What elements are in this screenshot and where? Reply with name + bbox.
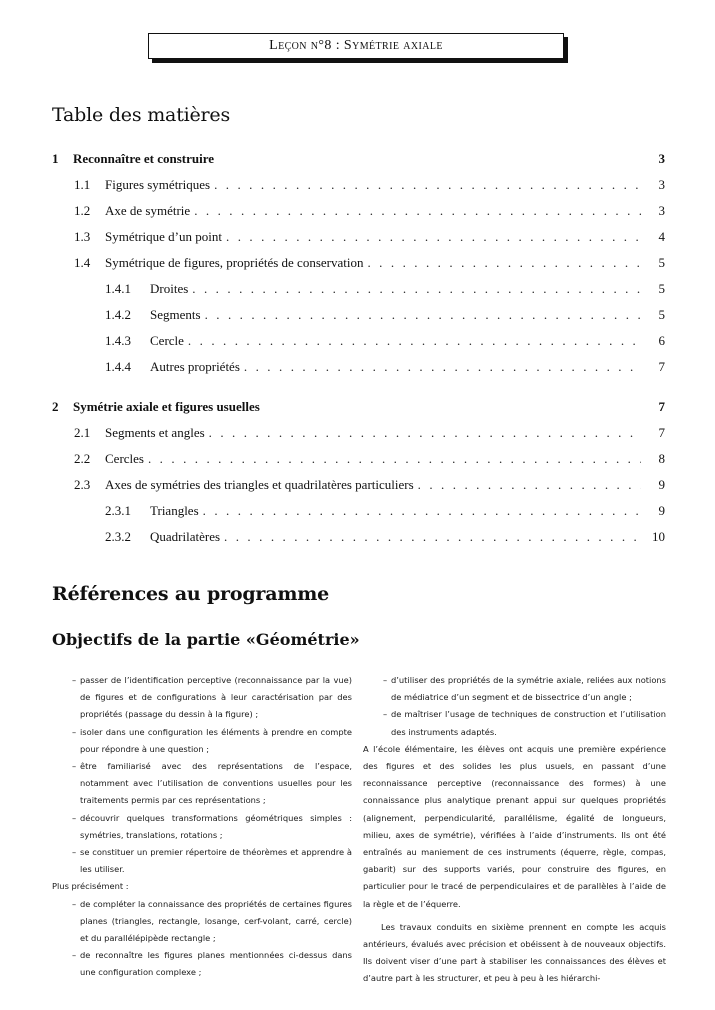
toc-entry[interactable] (52, 450, 665, 468)
lesson-title-box (148, 33, 564, 59)
toc-entry-title: Reconnaître et construire (73, 151, 215, 166)
objectives-list (52, 672, 352, 878)
toc-entry-title: Autres propriétés (150, 359, 240, 374)
list-item: – découvrir quelques transformations géométriques simples : symétries, translations, rotations ; (52, 810, 352, 844)
toc-entry-page: 7 (658, 359, 665, 374)
toc-leader-dots (214, 176, 641, 194)
toc-entry-page: 3 (658, 151, 665, 166)
toc-entry-page: 5 (658, 255, 665, 270)
toc-entry[interactable] (52, 398, 665, 416)
list-item: – passer de l’identification perceptive (reconnaissance par la vue) de figures et de configurations à leur caractérisation par des propriétés (passage du dessin à la figure) ; (52, 672, 352, 724)
toc-entry-page: 5 (658, 281, 665, 296)
toc-leader-dots (224, 528, 641, 546)
toc-entry-page: 6 (658, 333, 665, 348)
objectives-subheading: Objectifs de la partie «Géométrie» (52, 630, 360, 649)
precise-objectives-list-continued (363, 672, 666, 741)
toc-leader-dots (205, 306, 641, 324)
lesson-title: Leçon n°8 : Symétrie axiale (269, 38, 443, 53)
toc-entry-page: 7 (658, 425, 665, 440)
toc-leader-dots (209, 424, 641, 442)
toc-entry-title: Quadrilatères (150, 529, 221, 544)
toc-heading: Table des matières (52, 104, 231, 126)
list-item: – de compléter la connaissance des propriétés de certaines figures planes (triangles, rectangle, losange, cerf-volant, carré, cercle) et du parallélépipède rectangle ; (52, 896, 352, 948)
toc-entry[interactable] (52, 424, 665, 442)
toc-entry-number: 1.4 (74, 255, 91, 270)
toc-entry-title: Symétrique de figures, propriétés de conservation (105, 255, 364, 270)
toc-entry[interactable] (52, 306, 665, 324)
list-item: – de reconnaître les figures planes mentionnées ci-dessus dans une configuration complexe ; (52, 947, 352, 981)
toc-entry[interactable] (52, 528, 665, 546)
precisely-label: Plus précisément : (52, 881, 129, 892)
toc-entry-page: 3 (658, 177, 665, 192)
toc-entry[interactable] (52, 228, 665, 246)
toc-entry-number: 2.2 (74, 451, 91, 466)
toc-entry-title: Symétrique d’un point (105, 229, 222, 244)
toc-leader-dots (226, 228, 641, 246)
toc-entry-title: Segments (150, 307, 201, 322)
toc-entry-title: Figures symétriques (105, 177, 211, 192)
toc-entry-title: Cercle (150, 333, 184, 348)
toc-leader-dots (244, 358, 641, 376)
toc-entry-number: 2.1 (74, 425, 91, 440)
toc-entry-number: 2.3.2 (105, 529, 131, 544)
toc-entry[interactable] (52, 332, 665, 350)
toc-entry-page: 9 (658, 477, 665, 492)
toc-entry-page: 4 (658, 229, 665, 244)
toc-entry-title: Cercles (105, 451, 144, 466)
toc-entry-number: 1 (52, 151, 59, 166)
toc-entry-page: 8 (658, 451, 665, 466)
toc-entry-title: Axe de symétrie (105, 203, 191, 218)
toc-entry[interactable] (52, 254, 665, 272)
toc-entry-number: 1.2 (74, 203, 91, 218)
toc-entry[interactable] (52, 358, 665, 376)
list-item: – isoler dans une configuration les éléments à prendre en compte pour répondre à une question ; (52, 724, 352, 758)
toc-leader-dots (203, 502, 641, 520)
toc-leader-dots (192, 280, 641, 298)
toc-entry-number: 2 (52, 399, 59, 414)
toc-entry[interactable] (52, 150, 665, 168)
objectives-left-column (52, 672, 352, 982)
list-item: – de maîtriser l’usage de techniques de construction et l’utilisation des instruments adaptés. (363, 706, 666, 740)
toc-entry-page: 5 (658, 307, 665, 322)
list-item: – se constituer un premier répertoire de théorèmes et apprendre à les utiliser. (52, 844, 352, 878)
elementary-school-paragraph: A l’école élémentaire, les élèves ont acquis une première expérience des figures et des solides les plus usuels, en passant d’une reconnaissance perceptive (reconnaissance des formes) à une connaissance plus analytique prenant appui sur quelques propriétés (alignement, perpendicularité, parallélisme, égalité de longueurs, milieu, axes de symétrie), vérifiées à l’aide d’instruments. Ils ont été entraînés au maniement de ces instruments (équerre, règle, compas, gabarit) sur des supports variés, pour construire des figures, en particulier pour le tracé de perpendiculaires et de parallèles à l’aide de la règle et de l’équerre. (363, 743, 666, 909)
toc-entry-number: 1.1 (74, 177, 91, 192)
toc-leader-dots (367, 254, 641, 272)
toc-entry[interactable] (52, 476, 665, 494)
list-item: – d’utiliser des propriétés de la symétrie axiale, reliées aux notions de médiatrice d’un segment et de bissectrice d’un angle ; (363, 672, 666, 706)
toc-leader-dots (418, 476, 641, 494)
toc-entry-number: 2.3.1 (105, 503, 131, 518)
toc-leader-dots (188, 332, 641, 350)
toc-entry-number: 2.3 (74, 477, 91, 492)
toc-entry-number: 1.4.2 (105, 307, 131, 322)
references-heading: Références au programme (52, 583, 330, 605)
toc-entry[interactable] (52, 202, 665, 220)
toc-entry-page: 7 (658, 399, 665, 414)
objectives-right-column (363, 672, 666, 988)
toc-entry-number: 1.3 (74, 229, 91, 244)
toc-entry-page: 9 (658, 503, 665, 518)
toc-entry-title: Axes de symétries des triangles et quadrilatères particuliers (105, 477, 414, 492)
toc-entry-title: Triangles (150, 503, 199, 518)
toc-entry-page: 10 (652, 529, 665, 544)
toc-entry-number: 1.4.1 (105, 281, 131, 296)
toc-entry[interactable] (52, 502, 665, 520)
toc-entry[interactable] (52, 176, 665, 194)
toc-entry[interactable] (52, 280, 665, 298)
toc-entry-title: Segments et angles (105, 425, 205, 440)
toc-entry-number: 1.4.3 (105, 333, 131, 348)
toc-entry-page: 3 (658, 203, 665, 218)
toc-entry-title: Symétrie axiale et figures usuelles (73, 399, 260, 414)
sixth-grade-paragraph: Les travaux conduits en sixième prennent en compte les acquis antérieurs, évalués avec précision et obéissent à de nouveaux objectifs. Ils doivent viser d’une part à stabiliser les connaissances des élèves et d’autre part à les structurer, et peu à peu à les hiérarchi- (363, 921, 666, 984)
toc-entry-title: Droites (150, 281, 189, 296)
list-item: – être familiarisé avec des représentations de l’espace, notamment avec l’utilisation de conventions usuelles pour les traitements permis par ces représentations ; (52, 758, 352, 810)
toc-leader-dots (194, 202, 641, 220)
toc-entry-number: 1.4.4 (105, 359, 131, 374)
precise-objectives-list (52, 896, 352, 982)
toc-leader-dots (148, 450, 641, 468)
